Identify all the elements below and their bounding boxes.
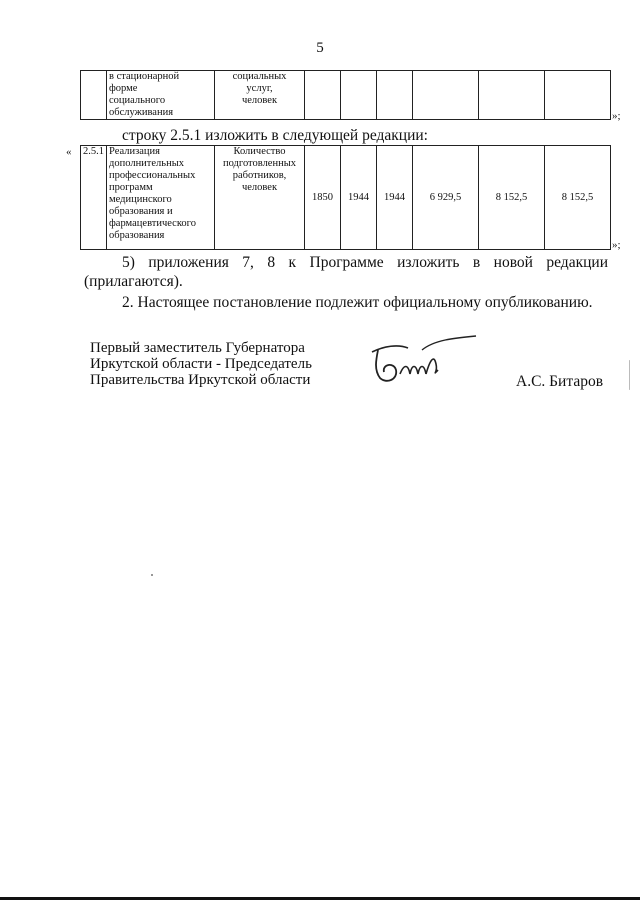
table2-name-line: образования и xyxy=(109,206,173,217)
signatory-title-line: Первый заместитель Губернатора xyxy=(90,340,305,356)
table2-name-line: медицинского xyxy=(109,194,172,205)
table1-indicator-line: услуг, xyxy=(246,83,273,94)
table2-name-line: образования xyxy=(109,230,165,241)
table2-cell-num: 2.5.1 xyxy=(81,146,107,250)
intro-line: строку 2.5.1 изложить в следующей редакции: xyxy=(122,127,428,144)
table2-cell-value: 8 152,5 xyxy=(479,146,545,250)
table2-cell-value: 1944 xyxy=(377,146,413,250)
scan-speck xyxy=(151,574,153,576)
table1-closing-quote: »; xyxy=(612,110,621,122)
table1-name-line: обслуживания xyxy=(109,107,174,118)
table1-name-line: в стационарной xyxy=(109,71,180,82)
table1-cell-empty xyxy=(545,71,611,120)
scan-edge-mark xyxy=(629,360,630,390)
table1-cell-num xyxy=(81,71,107,120)
signatory-title-line: Правительства Иркутской области xyxy=(90,372,311,388)
table2-open-quote: « xyxy=(66,146,72,158)
table2-name-line: фармацевтического xyxy=(109,218,196,229)
table1-cell-empty xyxy=(413,71,479,120)
table1-cell-empty xyxy=(305,71,341,120)
table2-cell-name xyxy=(107,146,215,250)
table2-name-line: профессиональных xyxy=(109,170,196,181)
table1-name-line: форме xyxy=(109,83,138,94)
table2-closing-quote: »; xyxy=(612,239,621,251)
table2-indicator-line: Количество xyxy=(233,146,286,157)
signatory-name: А.С. Битаров xyxy=(516,373,604,390)
table2-indicator-line: работников, xyxy=(232,170,287,181)
table2-name-line: Реализация xyxy=(109,146,160,157)
table2-cell-indicator xyxy=(215,146,305,250)
table2-cell-value: 1944 xyxy=(341,146,377,250)
table1-cell-empty xyxy=(479,71,545,120)
table-fragment-top xyxy=(80,70,611,120)
item-5-line-2: (прилагаются). xyxy=(84,273,183,290)
table1-cell-indicator xyxy=(215,71,305,120)
signatory-title-line: Иркутской области - Председатель xyxy=(90,356,312,372)
table1-cell-name xyxy=(107,71,215,120)
item-2-paragraph: 2. Настоящее постановление подлежит официальному опубликованию. xyxy=(122,294,593,311)
scan-bottom-edge xyxy=(0,897,640,900)
table-row-2-5-1 xyxy=(80,145,611,250)
signatory-title xyxy=(90,340,312,388)
page-number: 5 xyxy=(316,40,324,56)
table2-cell-value: 6 929,5 xyxy=(413,146,479,250)
table2-name-line: дополнительных xyxy=(109,158,185,169)
table1-cell-empty xyxy=(341,71,377,120)
table2-cell-value: 8 152,5 xyxy=(545,146,611,250)
table1-cell-empty xyxy=(377,71,413,120)
table2-cell-value: 1850 xyxy=(305,146,341,250)
item-5-line-1: 5) приложения 7, 8 к Программе изложить в новой редакции xyxy=(122,254,608,271)
handwritten-signature xyxy=(364,330,484,390)
table2-indicator-line: человек xyxy=(241,182,278,193)
table2-name-line: программ xyxy=(109,182,153,193)
table1-name-line: социального xyxy=(109,95,166,106)
table1-indicator-line: социальных xyxy=(232,71,287,82)
table2-indicator-line: подготовленных xyxy=(222,158,297,169)
table1-indicator-line: человек xyxy=(241,95,278,106)
